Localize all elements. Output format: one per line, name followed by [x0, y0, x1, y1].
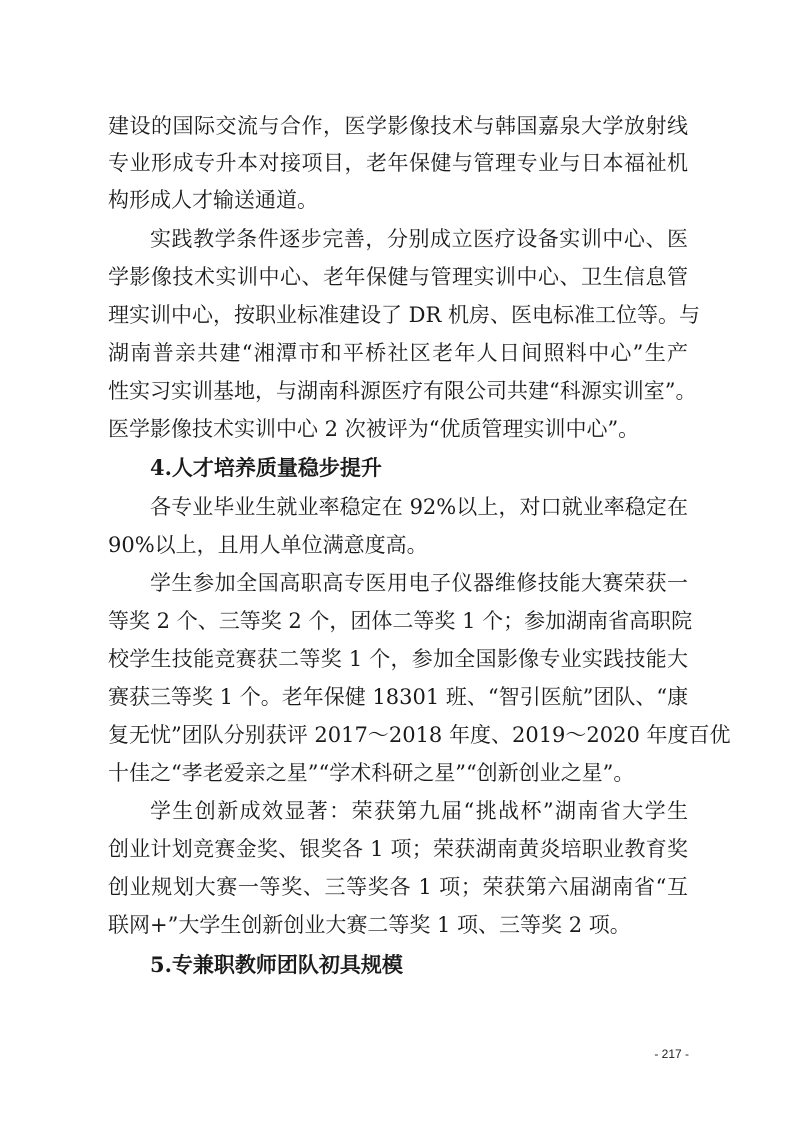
paragraph-2-line-6: 医学影像技术实训中心 2 次被评为“优质管理实训中心”。: [108, 417, 640, 441]
section-heading-5: 5.专兼职教师团队初具规模: [150, 952, 403, 977]
paragraph-5-line-2: 创业计划竞赛金奖、银奖各 1 项；荣获湖南黄炎培职业教育奖: [108, 837, 688, 861]
paragraph-3-line-2: 90%以上，且用人单位满意度高。: [108, 533, 428, 557]
paragraph-1-line-3: 构形成人才输送通道。: [108, 188, 318, 212]
paragraph-2-line-1: 实践教学条件逐步完善，分别成立医疗设备实训中心、医: [150, 227, 688, 251]
paragraph-3-line-1: 各专业毕业生就业率稳定在 92%以上，对口就业率稳定在: [150, 495, 688, 519]
paragraph-2-line-5: 性实习实训基地，与湖南科源医疗有限公司共建“科源实训室”。: [108, 379, 697, 403]
paragraph-5-line-1: 学生创新成效显著：荣获第九届“挑战杯”湖南省大学生: [150, 799, 688, 823]
paragraph-1-line-2: 专业形成专升本对接项目，老年保健与管理专业与日本福祉机: [108, 151, 688, 175]
paragraph-4-line-3: 校学生技能竞赛获二等奖 1 个，参加全国影像专业实践技能大: [108, 647, 688, 671]
paragraph-5-line-4: 联网+”大学生创新创业大赛二等奖 1 项、三等奖 2 项。: [108, 913, 631, 937]
paragraph-2-line-4: 湖南普亲共建“湘潭市和平桥社区老年人日间照料中心”生产: [108, 341, 688, 365]
section-heading-4: 4.人才培养质量稳步提升: [150, 455, 382, 480]
paragraph-4-line-5: 复无忧”团队分别获评 2017～2018 年度、2019～2020 年度百优: [108, 723, 731, 747]
paragraph-4-line-1: 学生参加全国高职高专医用电子仪器维修技能大赛荣获一: [150, 571, 688, 595]
paragraph-2-line-3: 理实训中心，按职业标准建设了 DR 机房、医电标准工位等。与: [108, 303, 700, 327]
paragraph-4-line-6: 十佳之“孝老爱亲之星”“学术科研之星”“创新创业之星”。: [108, 761, 635, 785]
paragraph-1-line-1: 建设的国际交流与合作，医学影像技术与韩国嘉泉大学放射线: [108, 114, 688, 138]
paragraph-5-line-3: 创业规划大赛一等奖、三等奖各 1 项；荣获第六届湖南省“互: [108, 875, 688, 899]
paragraph-2-line-2: 学影像技术实训中心、老年保健与管理实训中心、卫生信息管: [108, 265, 688, 289]
page-number: - 217 -: [654, 1047, 689, 1061]
paragraph-4-line-2: 等奖 2 个、三等奖 2 个，团体二等奖 1 个；参加湖南省高职院: [108, 609, 693, 633]
paragraph-4-line-4: 赛获三等奖 1 个。老年保健 18301 班、“智引医航”团队、“康: [108, 685, 689, 709]
